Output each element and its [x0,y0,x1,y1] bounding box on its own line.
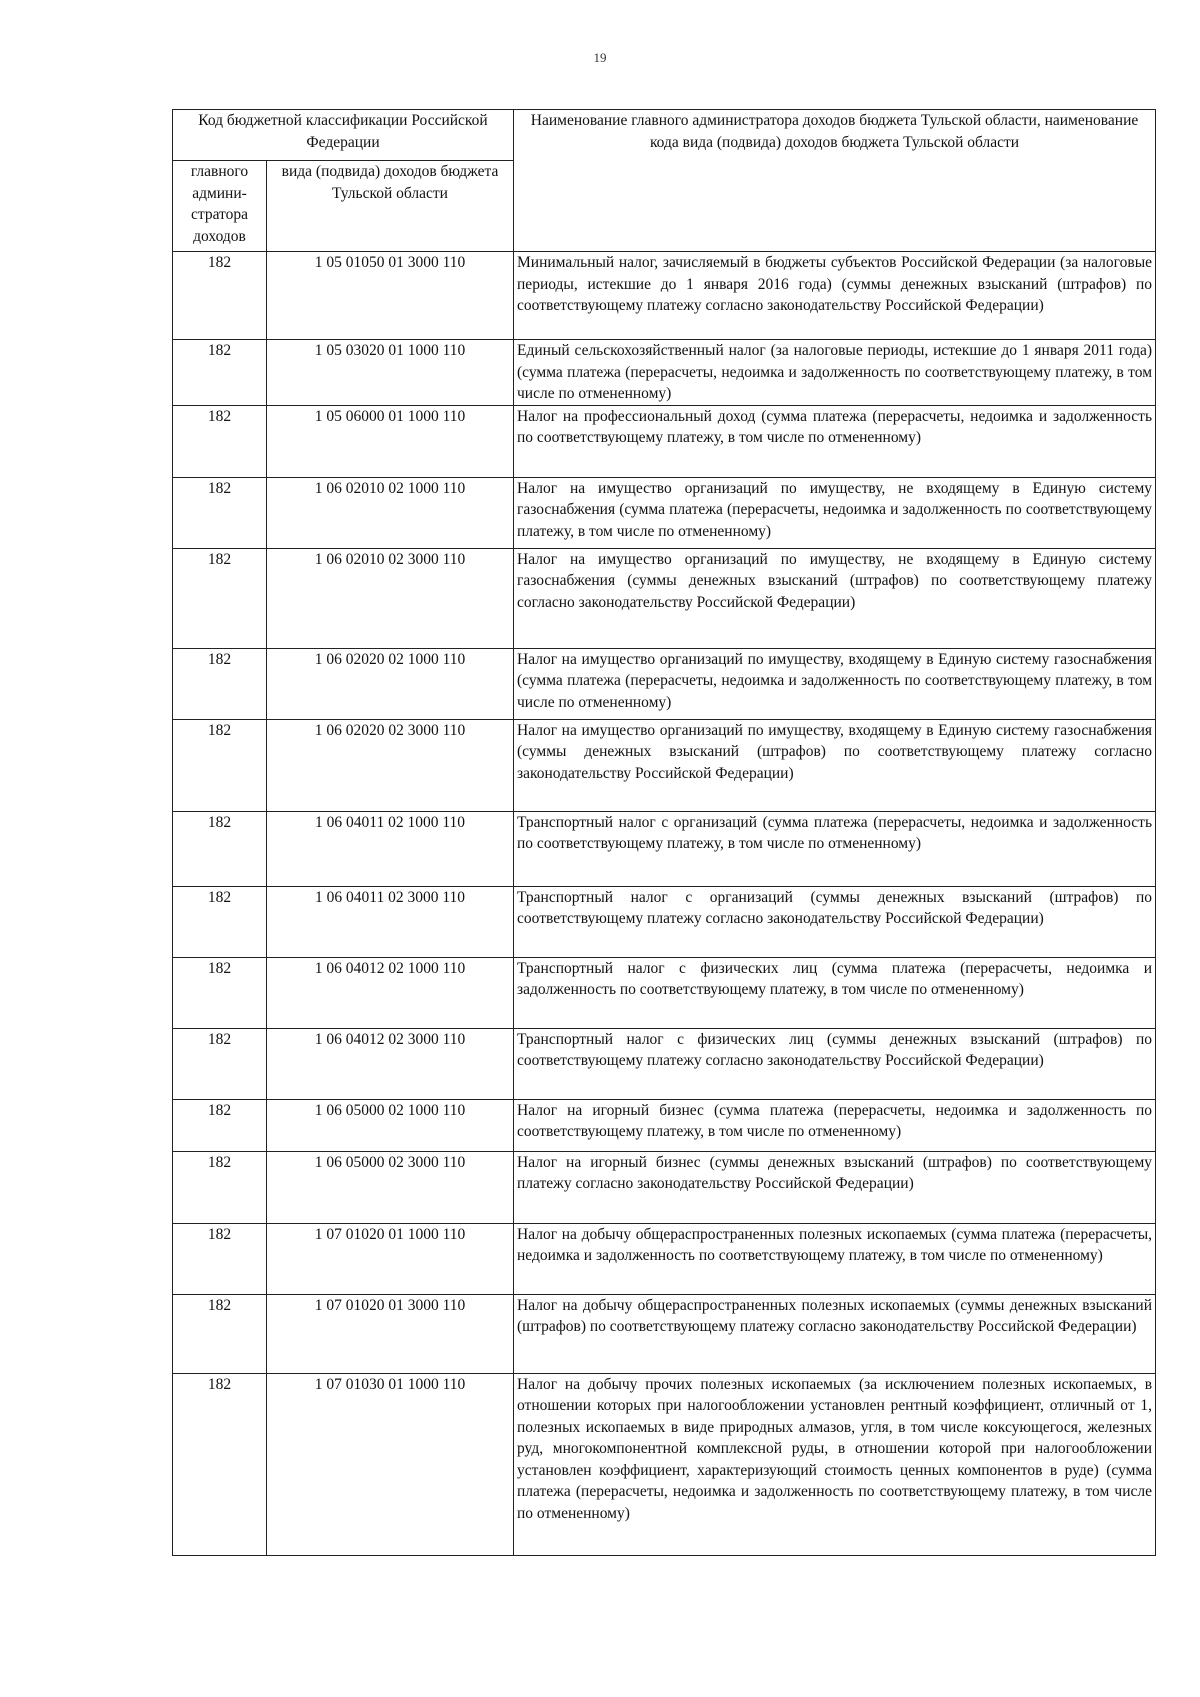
row-income-name: Налог на добычу общераспространенных полезных ископаемых (сумма платежа (перерасчеты, недоимка и задолженность по соответствующему платежу, в том числе по отмененному) [514,1223,1156,1294]
row-income-code: 1 05 01050 01 3000 110 [267,252,514,340]
row-admin-code: 182 [173,405,267,477]
table-row [173,477,1156,548]
row-income-code: 1 06 02020 02 1000 110 [267,648,514,719]
row-income-name: Транспортный налог с организаций (суммы денежных взысканий (штрафов) по соответствующему платежу согласно законодательству Российской Федерации) [514,886,1156,957]
row-income-name: Минимальный налог, зачисляемый в бюджеты субъектов Российской Федерации (за налоговые периоды, истекшие до 1 января 2016 года) (суммы денежных взысканий (штрафов) по соответствующему платежу согласно законодательству Российской Федерации) [514,252,1156,340]
row-income-name: Налог на имущество организаций по имуществу, не входящему в Единую систему газоснабжения (сумма платежа (перерасчеты, недоимка и задолженность по соответствующему платежу, в том числе по отмененному) [514,477,1156,548]
row-admin-code: 182 [173,1294,267,1373]
row-income-code: 1 05 06000 01 1000 110 [267,405,514,477]
row-admin-code: 182 [173,719,267,811]
row-income-code: 1 06 04012 02 1000 110 [267,957,514,1028]
row-income-name: Налог на добычу общераспространенных полезных ископаемых (суммы денежных взысканий (штрафов) по соответствующему платежу согласно законодательству Российской Федерации) [514,1294,1156,1373]
table-row [173,1294,1156,1373]
row-income-name: Налог на добычу прочих полезных ископаемых (за исключением полезных ископаемых, в отношении которых при налогообложении установлен рентный коэффициент, отличный от 1, полезных ископаемых в виде природных алмазов, угля, в том числе коксующегося, железных руд, многокомпонентной комплексной руды, в отношении которой при налогообложении установлен коэффициент, характеризующий стоимость ценных компонентов в руде) (сумма платежа (перерасчеты, недоимка и задолженность по соответствующему платежу, в том числе по отмененному) [514,1373,1156,1555]
row-income-name: Транспортный налог с физических лиц (сумма платежа (перерасчеты, недоимка и задолженность по соответствующему платежу, в том числе по отмененному) [514,957,1156,1028]
row-income-code: 1 06 05000 02 3000 110 [267,1151,514,1223]
row-income-code: 1 06 02020 02 3000 110 [267,719,514,811]
row-income-name: Транспортный налог с организаций (сумма платежа (перерасчеты, недоимка и задолженность по соответствующему платежу, в том числе по отмененному) [514,811,1156,886]
table-row [173,405,1156,477]
row-income-name: Транспортный налог с физических лиц (суммы денежных взысканий (штрафов) по соответствующему платежу согласно законодательству Российской Федерации) [514,1028,1156,1099]
table-row [173,340,1156,406]
row-income-name: Налог на игорный бизнес (суммы денежных взысканий (штрафов) по соответствующему платежу согласно законодательству Российской Федерации) [514,1151,1156,1223]
row-income-name: Налог на имущество организаций по имуществу, не входящему в Единую систему газоснабжения (суммы денежных взысканий (штрафов) по соответствующему платежу согласно законодательству Российской Федерации) [514,548,1156,648]
table-row [173,648,1156,719]
table-header [173,110,1156,252]
row-income-code: 1 06 02010 02 3000 110 [267,548,514,648]
row-income-name: Налог на профессиональный доход (сумма платежа (перерасчеты, недоимка и задолженность по соответствующему платежу, в том числе по отмененному) [514,405,1156,477]
budget-classification-table [172,109,1156,1556]
table-row [173,1223,1156,1294]
row-income-code: 1 06 02010 02 1000 110 [267,477,514,548]
row-admin-code: 182 [173,1373,267,1555]
row-income-code: 1 05 03020 01 1000 110 [267,340,514,406]
row-income-code: 1 06 05000 02 1000 110 [267,1099,514,1151]
table-row [173,1151,1156,1223]
row-admin-code: 182 [173,252,267,340]
row-income-name: Налог на игорный бизнес (сумма платежа (перерасчеты, недоимка и задолженность по соответствующему платежу, в том числе по отмененному) [514,1099,1156,1151]
table-row [173,957,1156,1028]
header-group-title: Код бюджетной классификации Российской Федерации [173,110,514,161]
row-income-name: Налог на имущество организаций по имуществу, входящему в Единую систему газоснабжения (суммы денежных взысканий (штрафов) по соответствующему платежу согласно законодательству Российской Федерации) [514,719,1156,811]
row-income-code: 1 07 01020 01 3000 110 [267,1294,514,1373]
row-admin-code: 182 [173,1099,267,1151]
row-admin-code: 182 [173,811,267,886]
table-row [173,811,1156,886]
row-admin-code: 182 [173,548,267,648]
table-row [173,252,1156,340]
table-row [173,886,1156,957]
table-row [173,548,1156,648]
row-income-code: 1 06 04011 02 3000 110 [267,886,514,957]
page-number: 19 [593,50,607,65]
header-name-column: Наименование главного администратора доходов бюджета Тульской области, наименование кода вида (подвида) доходов бюджета Тульской области [514,110,1156,252]
row-income-name: Налог на имущество организаций по имуществу, входящему в Единую систему газоснабжения (сумма платежа (перерасчеты, недоимка и задолженность по соответствующему платежу, в том числе по отмененному) [514,648,1156,719]
row-admin-code: 182 [173,648,267,719]
row-admin-code: 182 [173,1028,267,1099]
row-income-code: 1 07 01030 01 1000 110 [267,1373,514,1555]
row-income-code: 1 07 01020 01 1000 110 [267,1223,514,1294]
table-row [173,1099,1156,1151]
row-income-name: Единый сельскохозяйственный налог (за налоговые периоды, истекшие до 1 января 2011 года) (сумма платежа (перерасчеты, недоимка и задолженность по соответствующему платежу, в том числе по отмененному) [514,340,1156,406]
table-row [173,719,1156,811]
table-row [173,1373,1156,1555]
row-admin-code: 182 [173,957,267,1028]
row-admin-code: 182 [173,477,267,548]
row-admin-code: 182 [173,1151,267,1223]
table-body [173,252,1156,1556]
header-admin-column: главного админи-стратора доходов [173,161,267,252]
table-row [173,1028,1156,1099]
row-admin-code: 182 [173,1223,267,1294]
row-admin-code: 182 [173,886,267,957]
row-income-code: 1 06 04011 02 1000 110 [267,811,514,886]
row-admin-code: 182 [173,340,267,406]
row-income-code: 1 06 04012 02 3000 110 [267,1028,514,1099]
header-code-column: вида (подвида) доходов бюджета Тульской области [267,161,514,252]
